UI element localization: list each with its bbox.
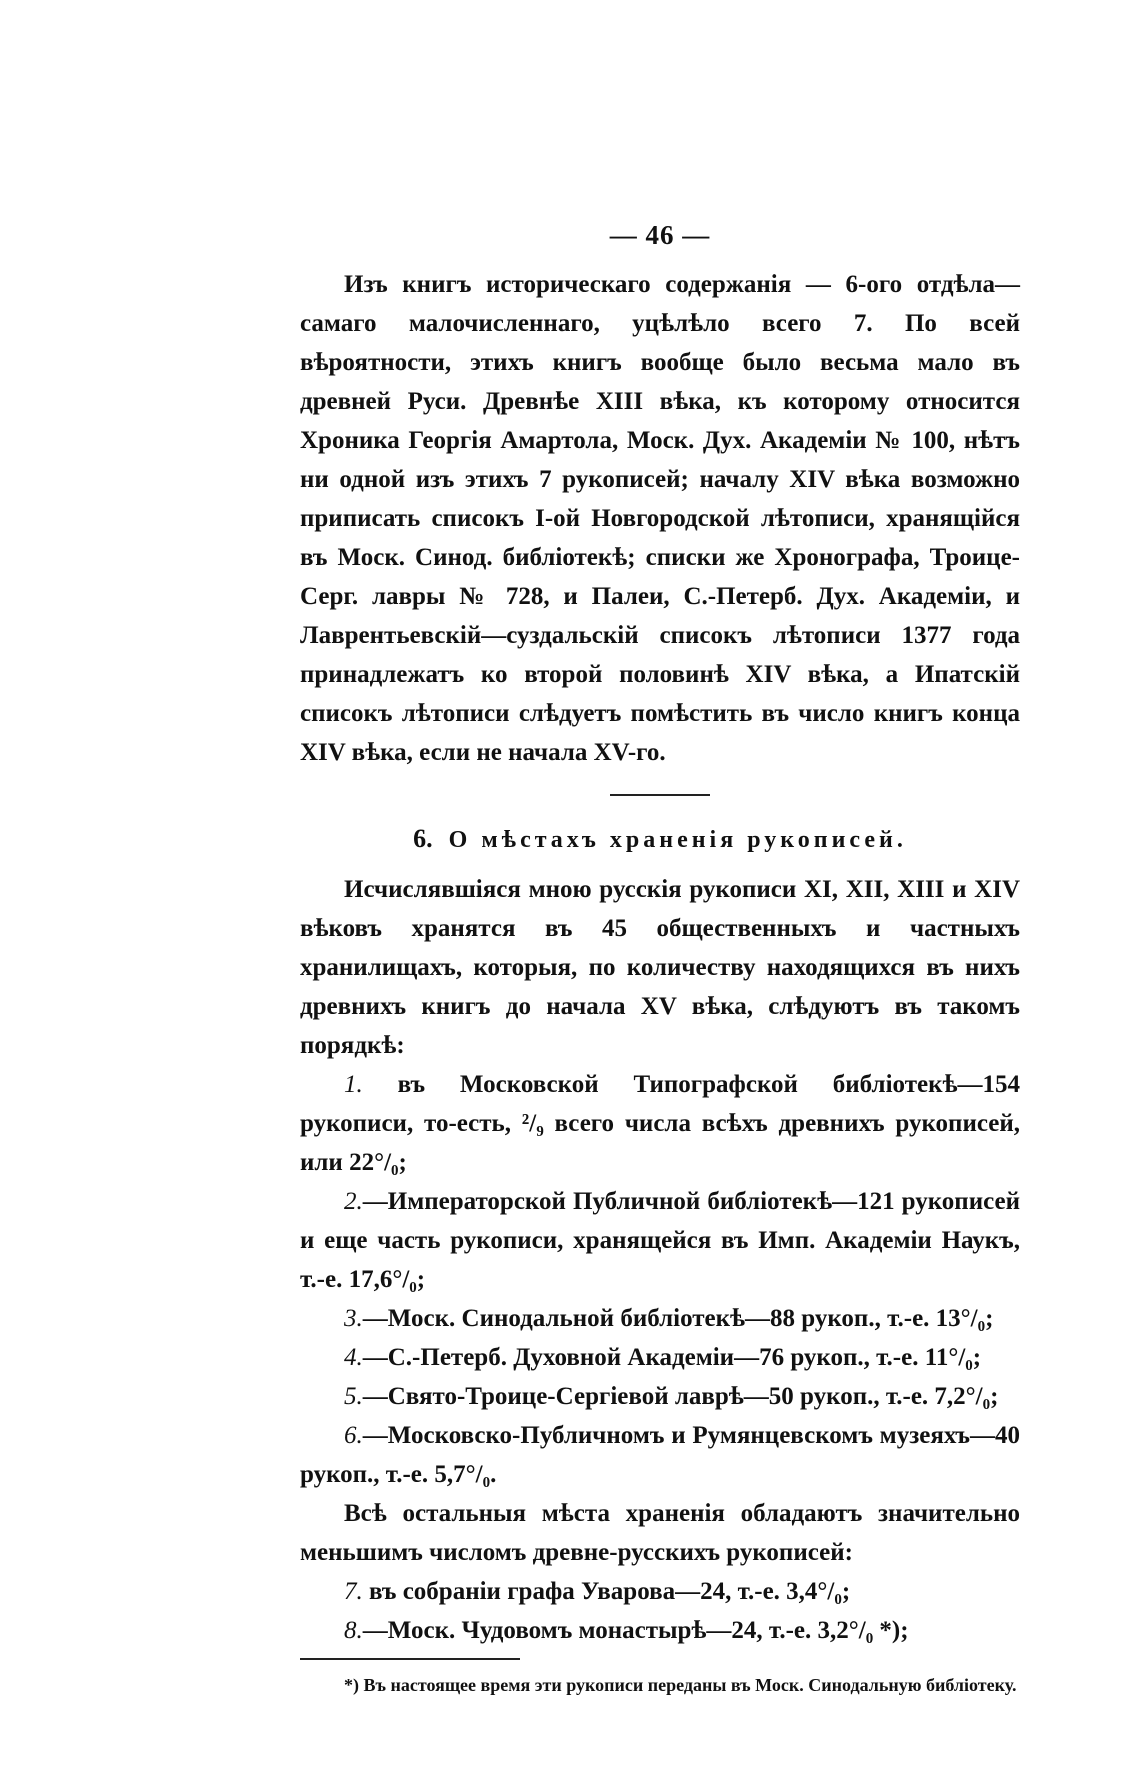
list-item — [300, 1572, 1020, 1611]
list-item — [300, 1377, 1020, 1416]
list-item-text: —С.-Петерб. Духовной Академіи—76 рукоп., т.-е. 11°/₀; — [362, 1344, 982, 1371]
list-item — [300, 1611, 1020, 1650]
page-number: — 46 — — [609, 220, 711, 250]
list-item — [300, 1416, 1020, 1494]
list-item-text: —Московско-Публичномъ и Румянцевскомъ музеяхъ—40 рукоп., т.-е. 5,7°/₀. — [300, 1422, 1020, 1488]
list-item-number: 6. — [344, 1422, 363, 1449]
list-item-number: 4. — [344, 1344, 363, 1371]
paragraph-remaining-places: Всѣ остальныя мѣста храненія обладаютъ значительно меньшимъ числомъ древне-русскихъ рукописей: — [300, 1500, 1020, 1566]
footnote-divider — [300, 1658, 520, 1660]
paragraph-storage-intro: Исчислявшіяся мною русскія рукописи XI, XII, XIII и XIV вѣковъ хранятся въ 45 общественныхъ и частныхъ хранилищахъ, которыя, по количеству находящихся въ нихъ древнихъ книгъ до начала XV вѣка, слѣдуютъ въ такомъ порядкѣ: — [300, 876, 1020, 1059]
section-divider — [610, 794, 710, 796]
paragraph-historical-books: Изъ книгъ историческаго содержанія — 6-ого отдѣла—самаго малочисленнаго, уцѣлѣло всего 7. По всей вѣроятности, этихъ книгъ вообще было весьма мало въ древней Руси. Древнѣе XIII вѣка, къ которому относится Хроника Георгія Амартола, Моск. Дух. Академіи № 100, нѣтъ ни одной изъ этихъ 7 рукописей; началу XIV вѣка возможно приписать списокъ I-ой Новгородской лѣтописи, хранящійся въ Моск. Синод. библіотекѣ; списки же Хронографа, Троице-Серг. лавры № 728, и Палеи, С.-Петерб. Дух. Академіи, и Лаврентьевскій—суздальскій списокъ лѣтописи 1377 года принадлежатъ ко второй половинѣ XIV вѣка, а Ипатскій списокъ лѣтописи слѣдуетъ помѣстить въ число книгъ конца XIV вѣка, если не начала XV-го. — [300, 271, 1020, 766]
list-item-number: 2. — [344, 1188, 363, 1215]
section-title: О мѣстахъ храненія рукописей. — [448, 827, 907, 853]
section-heading — [300, 824, 1020, 854]
list-item — [300, 1182, 1020, 1299]
list-item-text: —Свято-Троице-Сергіевой лаврѣ—50 рукоп., т.-е. 7,2°/₀; — [362, 1383, 999, 1410]
list-item-text: —Императорской Публичной библіотекѣ—121 рукописей и еще часть рукописи, хранящейся въ Имп. Академіи Наукъ, т.-е. 17,6°/₀; — [300, 1188, 1020, 1293]
list-item — [300, 1299, 1020, 1338]
list-item-number: 1. — [344, 1071, 363, 1098]
list-item-number: 8. — [344, 1617, 363, 1644]
list-item-number: 7. — [344, 1578, 363, 1605]
list-item — [300, 1338, 1020, 1377]
list-item-text: въ собраніи графа Уварова—24, т.-е. 3,4°/₀; — [362, 1578, 851, 1605]
page — [300, 220, 1020, 1699]
list-item — [300, 1065, 1020, 1182]
section-number: 6. — [413, 824, 433, 853]
footnote: *) Въ настоящее время эти рукописи переданы въ Моск. Синодальную библіотеку. — [344, 1675, 1017, 1695]
list-item-text: —Моск. Чудовомъ монастырѣ—24, т.-е. 3,2°/₀ *); — [362, 1617, 909, 1644]
list-item-number: 5. — [344, 1383, 363, 1410]
list-item-text: —Моск. Синодальной библіотекѣ—88 рукоп., т.-е. 13°/₀; — [362, 1305, 994, 1332]
list-item-text: въ Московской Типографской библіотекѣ—154 рукописи, то-есть, ²/₉ всего числа всѣхъ древнихъ рукописей, или 22°/₀; — [300, 1071, 1020, 1176]
list-item-number: 3. — [344, 1305, 363, 1332]
